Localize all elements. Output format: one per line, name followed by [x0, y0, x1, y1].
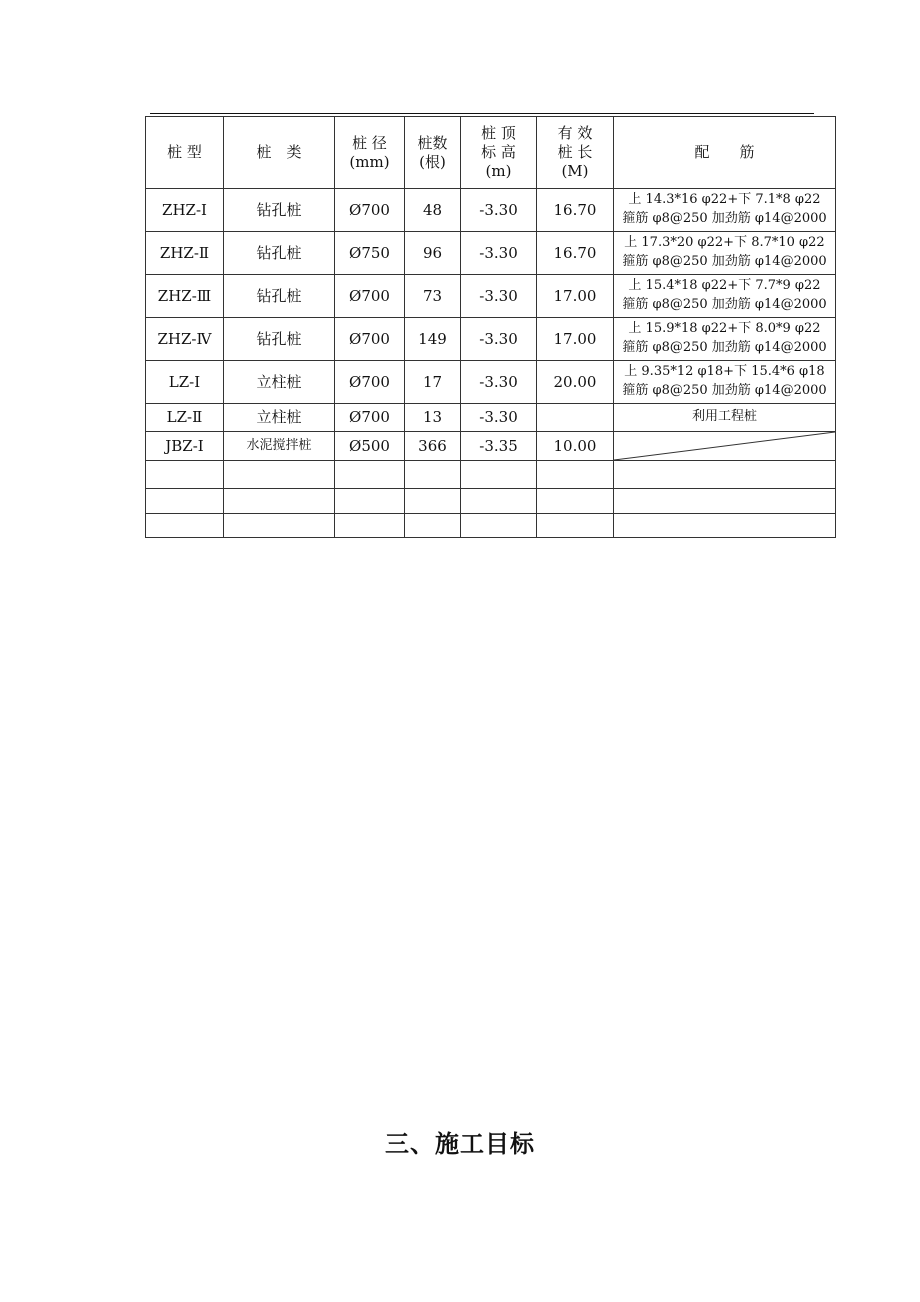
- cell-diameter: Ø700: [335, 275, 405, 318]
- cell-top-elevation: -3.30: [461, 361, 537, 404]
- cell-type: ZHZ-Ⅰ: [146, 189, 224, 232]
- cell-kind: 钻孔桩: [224, 318, 335, 361]
- cell-kind: 钻孔桩: [224, 189, 335, 232]
- table-row: [146, 404, 836, 432]
- cell-reinforcement: 上 14.3*16 φ22+下 7.1*8 φ22 箍筋 φ8@250 加劲筋 φ14@2000: [614, 189, 836, 232]
- cell-type: ZHZ-Ⅱ: [146, 232, 224, 275]
- cell-length: 16.70: [537, 232, 614, 275]
- header-count: 桩数 (根): [405, 117, 461, 189]
- cell-count: 73: [405, 275, 461, 318]
- table-row: [146, 275, 836, 318]
- cell-kind: 钻孔桩: [224, 275, 335, 318]
- cell-kind: 钻孔桩: [224, 232, 335, 275]
- cell-type: LZ-Ⅱ: [146, 404, 224, 432]
- cell-top-elevation: -3.30: [461, 275, 537, 318]
- cell-top-elevation: -3.30: [461, 404, 537, 432]
- cell-reinforcement-slash: [614, 432, 836, 461]
- diagonal-slash-line: [614, 432, 835, 460]
- header-pile-type: 桩 型: [146, 117, 224, 189]
- header-top-elevation: 桩 顶 标 高 (m): [461, 117, 537, 189]
- header-pile-kind: 桩 类: [224, 117, 335, 189]
- top-rule-line: [150, 113, 814, 114]
- cell-count: 366: [405, 432, 461, 461]
- cell-length: 17.00: [537, 275, 614, 318]
- cell-top-elevation: -3.35: [461, 432, 537, 461]
- cell-count: 96: [405, 232, 461, 275]
- cell-diameter: Ø700: [335, 404, 405, 432]
- table-empty-row: [146, 461, 836, 489]
- table-row: [146, 232, 836, 275]
- cell-diameter: Ø700: [335, 318, 405, 361]
- cell-count: 17: [405, 361, 461, 404]
- cell-kind: 立柱桩: [224, 404, 335, 432]
- cell-top-elevation: -3.30: [461, 189, 537, 232]
- table-empty-row: [146, 489, 836, 514]
- cell-diameter: Ø500: [335, 432, 405, 461]
- cell-top-elevation: -3.30: [461, 318, 537, 361]
- table-empty-row: [146, 514, 836, 538]
- cell-type: ZHZ-Ⅳ: [146, 318, 224, 361]
- table-row: [146, 318, 836, 361]
- cell-length: 16.70: [537, 189, 614, 232]
- section-title: 三、施工目标: [385, 1130, 535, 1158]
- cell-diameter: Ø700: [335, 189, 405, 232]
- cell-length: 10.00: [537, 432, 614, 461]
- cell-reinforcement: 上 15.4*18 φ22+下 7.7*9 φ22 箍筋 φ8@250 加劲筋 φ14@2000: [614, 275, 836, 318]
- header-diameter: 桩 径 (mm): [335, 117, 405, 189]
- table-header-row: [146, 117, 836, 189]
- pile-spec-table: [145, 116, 836, 538]
- header-reinforcement: 配 筋: [614, 117, 836, 189]
- cell-type: LZ-Ⅰ: [146, 361, 224, 404]
- cell-count: 149: [405, 318, 461, 361]
- cell-reinforcement: 上 15.9*18 φ22+下 8.0*9 φ22 箍筋 φ8@250 加劲筋 φ14@2000: [614, 318, 836, 361]
- cell-reinforcement: 上 9.35*12 φ18+下 15.4*6 φ18 箍筋 φ8@250 加劲筋 φ14@2000: [614, 361, 836, 404]
- cell-kind: 水泥搅拌桩: [224, 432, 335, 461]
- cell-top-elevation: -3.30: [461, 232, 537, 275]
- header-effective-length: 有 效 桩 长 (M): [537, 117, 614, 189]
- cell-length: 17.00: [537, 318, 614, 361]
- table-row: [146, 361, 836, 404]
- cell-reinforcement: 上 17.3*20 φ22+下 8.7*10 φ22 箍筋 φ8@250 加劲筋 φ14@2000: [614, 232, 836, 275]
- cell-count: 13: [405, 404, 461, 432]
- cell-type: ZHZ-Ⅲ: [146, 275, 224, 318]
- cell-reinforcement-note: 利用工程桩: [614, 404, 836, 432]
- cell-type: JBZ-Ⅰ: [146, 432, 224, 461]
- table-row: [146, 189, 836, 232]
- cell-length: 20.00: [537, 361, 614, 404]
- table-row: [146, 432, 836, 461]
- cell-diameter: Ø700: [335, 361, 405, 404]
- cell-kind: 立柱桩: [224, 361, 335, 404]
- cell-diameter: Ø750: [335, 232, 405, 275]
- cell-count: 48: [405, 189, 461, 232]
- cell-length: [537, 404, 614, 432]
